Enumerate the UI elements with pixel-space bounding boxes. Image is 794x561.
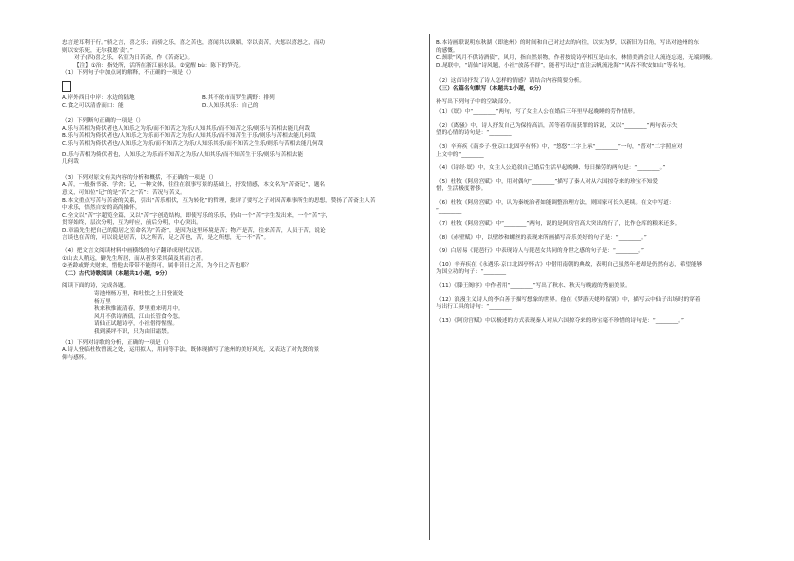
q3-option-d-1: D.章溢先生把自己的隐居之室命名为“苦斋”，是因为这里环境是苦；物产是苦，往来苦苦，人员于苦，说论 (62, 227, 326, 234)
fill-item-6-cont: “________ (436, 207, 462, 214)
q3-option-c-1: C.全文以“苦”字超览全篇，又以“苦”字创造结构，即使写乐的乐乐，仍由一个“苦”字生发出来，一个“苦”字， (62, 212, 332, 219)
pq1-option-a-1: A.诗人登临杜牧曾流之处，运用拟人，用同等手法，既体现描写了池州的美好风光，又表达了对先贤的景 (62, 347, 320, 354)
question-3: （3）下列对原文有关内容的分析和概括，不正确的一项是（） (62, 174, 217, 181)
q3-option-d-2: 言谈也在苦的，可以说是居苦，以之所苦，足之苦也，苦，是之所想，无一不“苦”。 (62, 235, 270, 242)
fill-item-12-cont: 与出行工具的诗句：“________ (436, 304, 512, 311)
pq1-option-b-2: 的感慨。 (436, 47, 459, 54)
intro-line-2: 则以安乐死，无尔我愿‘责’。” (62, 47, 133, 54)
q4-item-1: ①山去人稍远，僻先生所居，而从者多采其菌及其而言者。 (62, 255, 207, 262)
question-4: （4）把文言文阅读材料中画横线的句子翻译成现代汉语。 (62, 248, 206, 255)
poem-question-1: （1）下列对诗歌的分析，正确的一项是（） (62, 339, 172, 346)
fill-item-2: （2）《离骚》中，诗人抒发自己为保持高洁，苦等着草而获罪的诉说，又以“________”两句表示失 (436, 122, 678, 129)
right-column (436, 40, 766, 325)
poem-line-3: 请仙正试题诗亭，小社借得惺惺。 (94, 321, 178, 328)
q4-item-2: ②圣龄或野夫财来，惜他去带带不能得可，属非昔日之苦，为今日之苦也耶？ (62, 263, 252, 270)
poem-intro: 阅读下面的诗，完成各题。 (62, 283, 130, 290)
fill-item-10: （10）辛弃疾在《永遇乐·京口北固亭怀古》中借用南朝的典故，表明自己虽然年老却是仍然有志，希望能够 (436, 261, 703, 268)
fill-item-5: （5）杜牧《阿房宫赋》中，用对偶句“________”描写了秦人对从六国掠夺来的珍宝不知爱 (436, 178, 658, 185)
q3-option-b-1: B.本文重点写苦与苦斋的关系，引出“苦乐相伏，互为转化”的哲理，批评了要写之子对因苦难事所生的思想，赞扬了苦斋主人苦 (62, 197, 376, 204)
question-1: （1）下列句子中加点词的解释，不正确的一项是（） (62, 70, 195, 77)
q1-option-c: C.食之可以清香而口：能 (62, 102, 124, 109)
poem-author: 杨万里 (94, 298, 111, 305)
fill-item-4: （4）《诗经·氓》中，女主人公追叙自己婚后生活早起晚睡、每日操劳的两句是：“________。” (436, 165, 666, 172)
poem-line-2: 风月不供诗酒债，江山长管食今忽。 (94, 313, 184, 320)
question-2: （2）下列断句正确的一项是（） (62, 118, 144, 125)
fill-item-9: （9）白居易《琵琶行》中表现诗人与琵琶女共同的身世之感的句子是：“________。” (436, 248, 644, 255)
q2-option-a: A.乐与苦相为倚伏者也人知乐之为乐/而不知苦之为乐/人知其乐/而不知苦之乐/则乐与苦相去能几何哉 (62, 125, 310, 132)
q3-option-b-2: 中求乐，悟然自安的高尚操怀。 (62, 205, 141, 212)
q1-option-a: A.岸外西日中岸：水边的陆地 (62, 94, 135, 101)
poem-question-2: （2）这首诗抒发了诗人怎样的情感？请结合内容简要分析。 (436, 78, 585, 85)
intro-line-1: 忠言逆耳利于行。”骄之言，喜之乐；而骄之乐，喜之苦也，喜闻共以谀媚，宰以责苦，夫惩以喜怒之，而功 (62, 40, 326, 46)
fill-item-2-cont: 望的心情的诗句是：“________ (436, 130, 512, 137)
annotation-note: 【注】①治：指处所，活所在浙江丽水县。②觉醒 bù：陈下的笋壳。 (74, 62, 244, 69)
fill-item-8: （8）《赤壁赋》中，以壁纱和螺丝的表现来所画描写音乐美好的句子是：“________。” (436, 234, 647, 241)
section-2-heading: （二）古代诗歌阅读（本题共1小题，9分） (62, 270, 171, 277)
column-divider (429, 34, 430, 540)
pq1-option-a-2: 仰与感怀。 (62, 354, 90, 361)
fill-item-7: （7）杜牧《阿房宫赋》中“________”两句，说的是阿房宫高大突出的行了，比作仓库的粮米还多。 (436, 221, 681, 228)
q1-option-b: B.其不依市而罗生满野：排列 (202, 94, 275, 101)
pq1-option-d: D.尾联中，“请仙”诗风题，小社“放荡不群”，能者写出过“直注云帆流沧海”“风吞不吹安如山”等名句。 (436, 62, 690, 69)
pq1-option-c: C.颈联“风月不供诗酒债”，风月，指自然景物，作者按说诗亭相互是山水，林情美酒会让人流连忘返，无端到极。 (436, 55, 716, 62)
fill-item-1: （1）《氓》中“________”两句，写了女主人公在婚后三年里早起晚睡的劳作情形。 (436, 109, 639, 116)
pq1-option-b-1: B.本诗画联说明东秋湖（即池州）的时间和自己对过去的向往，以实为梦，以新旧为目角，写出对池州的东 (436, 40, 699, 46)
poem-title: 寄池州杨万里，和吐怯之上日登流处 (94, 291, 184, 298)
q3-option-a-1: A.苦，一般指书斋、学舍；记，一种文体，往往在叙事写景的基础上，抒发情感，本文名为“苦斋记”，题名 (62, 182, 326, 189)
answer-box (62, 81, 71, 92)
q2-option-c: C.乐与苦相为倚伏者也/人知乐之为乐/而不知苦之为乐/人知乐其乐/而不知苦之生乐/则乐与苦相去能几何哉 (62, 140, 324, 147)
section-3-intro: 补写出下列句子中的空缺部分。 (436, 98, 515, 105)
fill-item-3: （3）辛弃疾《南乡子·登京口北固亭有怀》中，“悠悠”二字上承“________”一句，“普对”二字照应对 (436, 143, 683, 150)
q2-option-b: B.乐与苦相为倚伏者也/人知乐之为乐而不知苦之为乐/人知其乐/而不知苦生于乐/则乐与苦相去能几何哉 (62, 133, 316, 140)
fill-item-11: （11）《滕王阁序》中作者用“________”写出了秋水、秋天与晚霞的秀丽美景。 (436, 283, 631, 290)
fill-item-10-cont: 为国立功的句子：“________ (436, 269, 507, 276)
section-3-heading: （三）名篇名句默写（本题共1小题，6分） (436, 85, 545, 92)
fill-item-3-cont: 上文中的“________ (436, 151, 484, 158)
q3-option-a-2: 意义，可知位“记”的是“苦”之“苦”：苦况与苦义。 (62, 189, 186, 196)
fill-item-12: （12）浪漫主义诗人的李白善于描写想象的世界。他在《梦游天姥吟留别》中，描写云中仙子出场时的穿着 (436, 296, 701, 303)
q1-options-row-2 (62, 103, 422, 111)
q2-option-d: D.乐与苦相为倚伏者也，人知乐之为乐而不知苦之为乐/人知其乐/而不知苦生于乐/则乐与苦相去能 (62, 151, 304, 158)
q1-option-d: D.人知乐其乐：自己的 (202, 102, 259, 109)
fill-item-5-cont: 惜，生活极度奢侈。 (436, 186, 487, 193)
poem-line-4: 我到溪坪不识，只为由旧霜禁。 (94, 329, 173, 335)
fill-item-6: （6）杜牧《阿房宫赋》中，认为秦统治者如能调整治理方法，则国家可长久延续。在文中写道： (436, 199, 675, 206)
q3-option-c-2: 贯穿始终，层次分明，互为呼应，前后分明，中心突出。 (62, 220, 202, 227)
poem-line-1: 秋来秋惟流清春，梦里重来明月中。 (94, 306, 184, 313)
q2-option-d-cont: 几何哉 (62, 159, 79, 166)
intro-line-3: 对子(四)喜之乐，名室为日苦斋，作《苦斋记》。 (74, 55, 194, 62)
left-column (62, 40, 422, 362)
q1-options-row-1 (62, 95, 422, 103)
fill-item-13: （13）《阿房宫赋》中以极述的方式表现秦人对从六国掠夺来的珍宝毫不珍惜的诗句是：“________。” (436, 317, 684, 324)
